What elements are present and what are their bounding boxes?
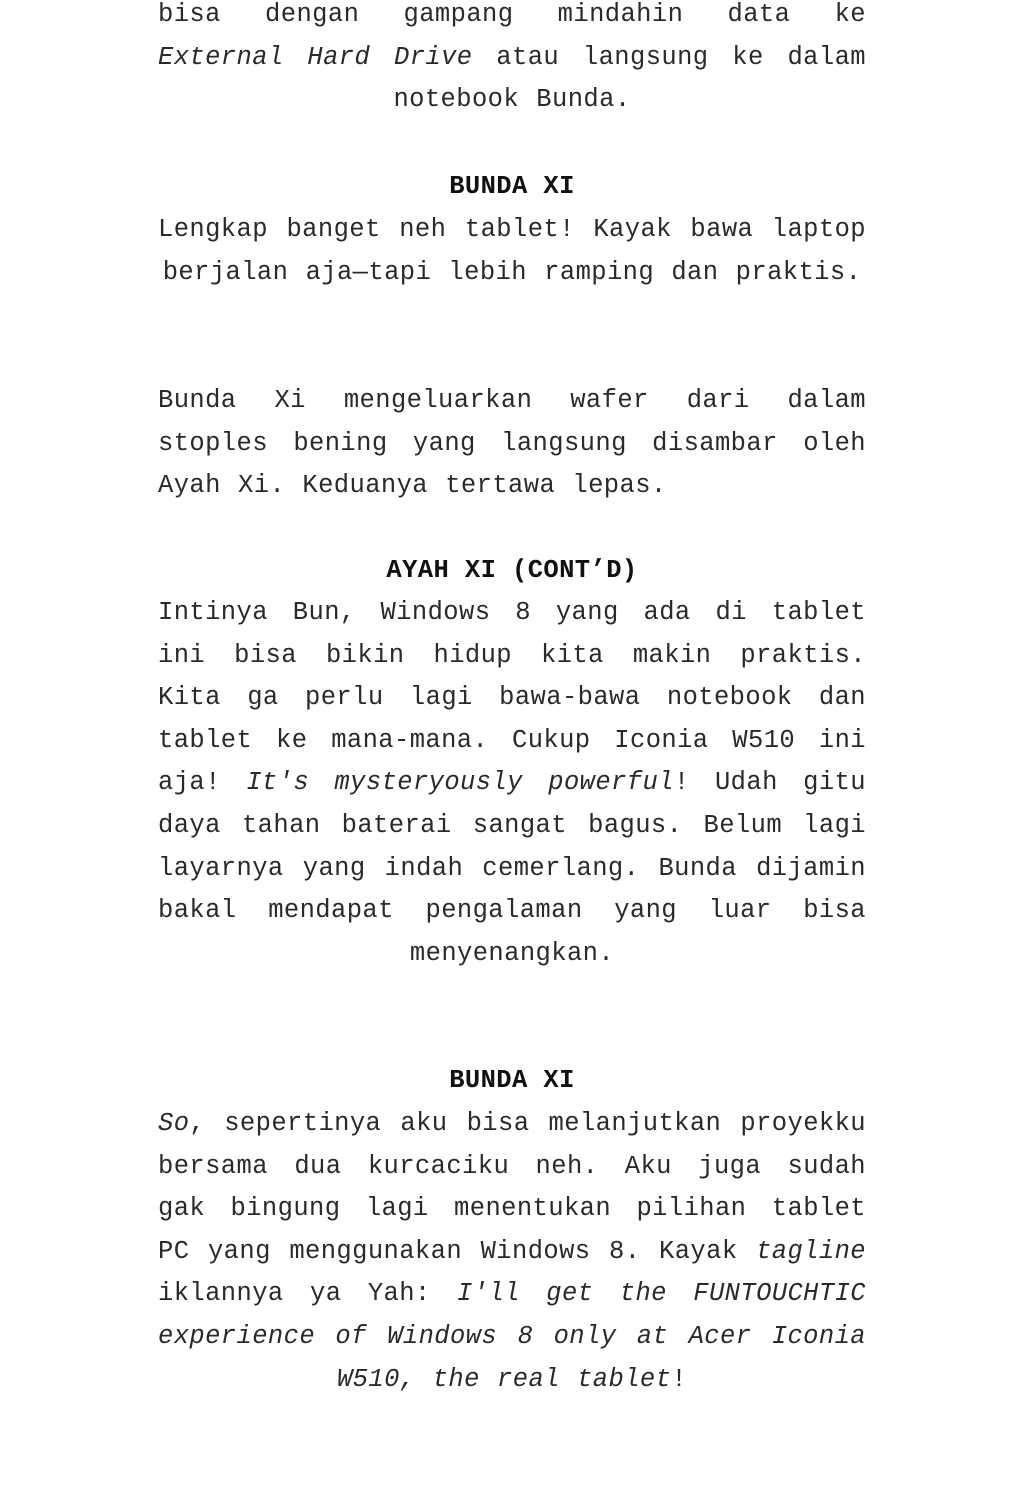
dialogue-italic-text: External Hard Drive — [158, 42, 473, 72]
character-name: BUNDA XI — [449, 1066, 575, 1095]
character-name-block — [158, 1060, 866, 1103]
character-name: BUNDA XI — [449, 172, 575, 201]
dialogue-italic-text: So — [158, 1109, 190, 1138]
dialogue-paragraph — [158, 0, 866, 122]
dialogue-paragraph — [158, 209, 866, 294]
dialogue-italic-text: It's mysteryously powerful — [246, 768, 674, 798]
dialogue-paragraph — [158, 1103, 866, 1401]
dialogue-italic-text: tagline — [756, 1236, 866, 1266]
dialogue-block — [158, 0, 866, 122]
dialogue-text: Intinya Bun, Windows 8 yang ada di tablet ini bisa bikin hidup kita makin praktis. Kita ga perlu lagi bawa-bawa notebook dan tablet ke mana-mana. Cukup Iconia W510 ini aja! — [158, 598, 866, 798]
character-name: AYAH XI (CONT’D) — [386, 556, 638, 585]
action-block — [158, 380, 866, 508]
character-name-block — [158, 550, 866, 593]
dialogue-text: iklannya ya Yah: — [158, 1279, 458, 1309]
dialogue-text: , sepertinya aku bisa melanjutkan proyekku bersama dua kurcaciku neh. Aku juga sudah gak bingung lagi menentukan pilihan tablet PC yang menggunakan Windows 8. Kayak — [158, 1109, 866, 1266]
action-paragraph — [158, 380, 866, 508]
dialogue-block — [158, 592, 866, 975]
dialogue-italic-text: I'll get the FUNTOUCHTIC experience of Windows 8 only at Acer Iconia W510, the real tablet — [158, 1279, 866, 1394]
dialogue-paragraph — [158, 592, 866, 975]
dialogue-block — [158, 209, 866, 294]
dialogue-text: atau langsung ke dalam notebook Bunda. — [393, 42, 866, 115]
dialogue-text: ! — [671, 1364, 688, 1394]
dialogue-block — [158, 1103, 866, 1401]
dialogue-text: ! Udah gitu daya tahan baterai sangat bagus. Belum lagi layarnya yang indah cemerlang. Bunda dijamin bakal mendapat pengalaman yang luar bisa menyenangkan. — [158, 768, 866, 968]
dialogue-text: Lengkap banget neh tablet! Kayak bawa laptop berjalan aja—tapi lebih ramping dan praktis. — [158, 215, 866, 287]
dialogue-text: bisa dengan gampang mindahin data ke — [158, 0, 866, 29]
action-text: Bunda Xi mengeluarkan wafer dari dalam stoples bening yang langsung disambar oleh Ayah Xi. Keduanya tertawa lepas. — [158, 386, 866, 501]
character-name-block — [158, 166, 866, 209]
